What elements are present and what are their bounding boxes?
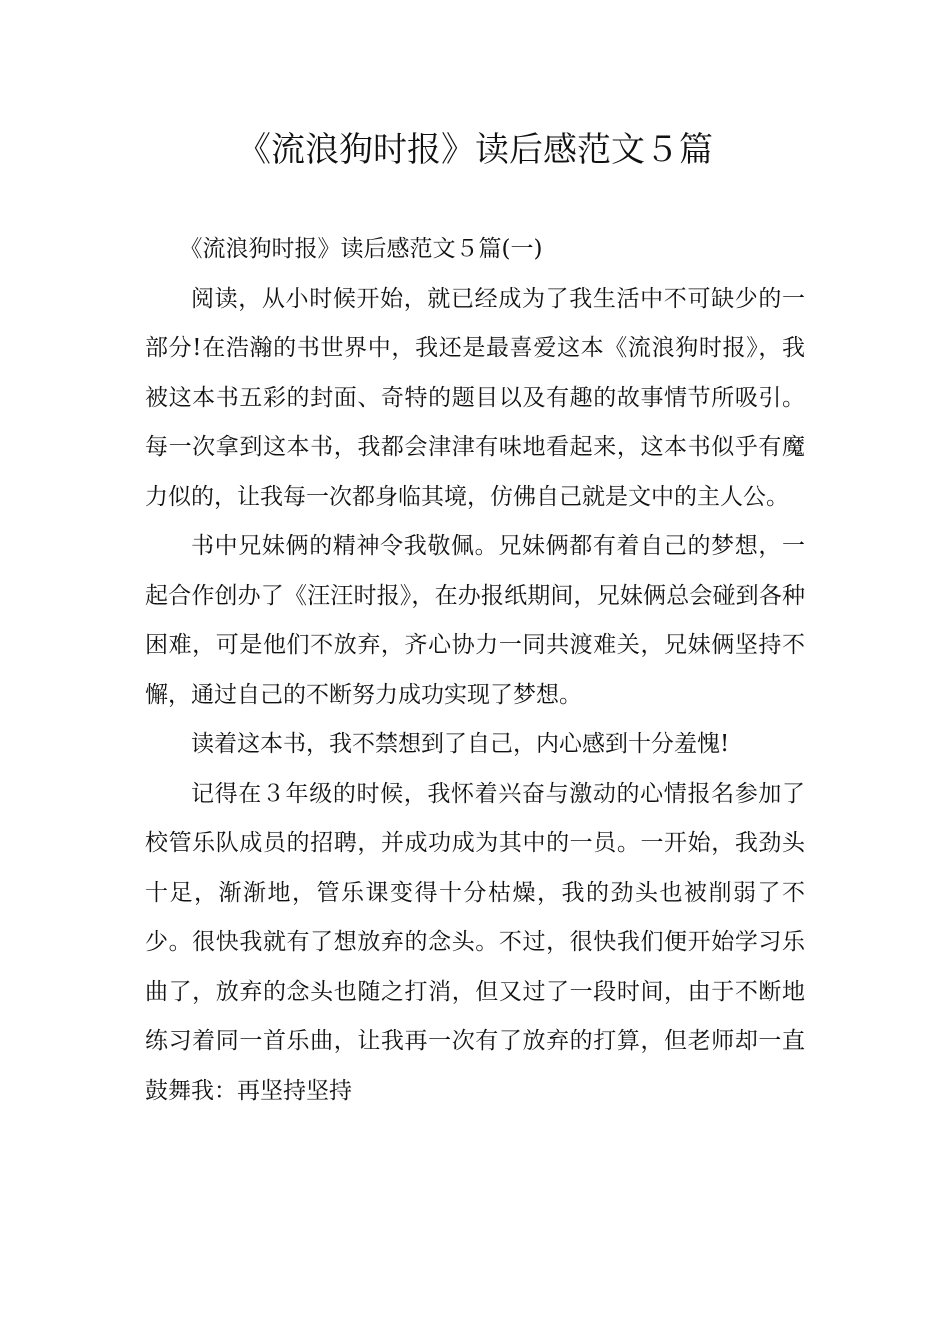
paragraph: 读着这本书，我不禁想到了自己，内心感到十分羞愧!	[191, 731, 730, 757]
paragraph: 阅读，从小时候开始，就已经成为了我生活中不可缺少的一部分!在浩瀚的书世界中，我还是最喜爱这本《流浪狗时报》，我被这本书五彩的封面、奇特的题目以及有趣的故事情节所吸引。每一次拿到这本书，我都会津津有味地看起来，这本书似乎有魔力似的，让我每一次都身临其境，仿佛自己就是文中的主人公。	[145, 285, 805, 510]
document-body	[145, 225, 805, 1116]
paragraph: 书中兄妹俩的精神令我敬佩。兄妹俩都有着自己的梦想，一起合作创办了《汪汪时报》，在办报纸期间，兄妹俩总会碰到各种困难，可是他们不放弃，齐心协力一同共渡难关，兄妹俩坚持不懈，通过自己的不断努力成功实现了梦想。	[145, 533, 805, 708]
document-title: 《流浪狗时报》读后感范文５篇	[237, 130, 713, 170]
paragraph: 记得在３年级的时候，我怀着兴奋与激动的心情报名参加了校管乐队成员的招聘，并成功成为其中的一员。一开始，我劲头十足，渐渐地，管乐课变得十分枯燥，我的劲头也被削弱了不少。很快我就有了想放弃的念头。不过，很快我们便开始学习乐曲了，放弃的念头也随之打消，但又过了一段时间，由于不断地练习着同一首乐曲，让我再一次有了放弃的打算，但老师却一直鼓舞我：再坚持坚持	[145, 780, 805, 1104]
section-heading: 《流浪狗时报》读后感范文５篇(一)	[179, 236, 543, 262]
